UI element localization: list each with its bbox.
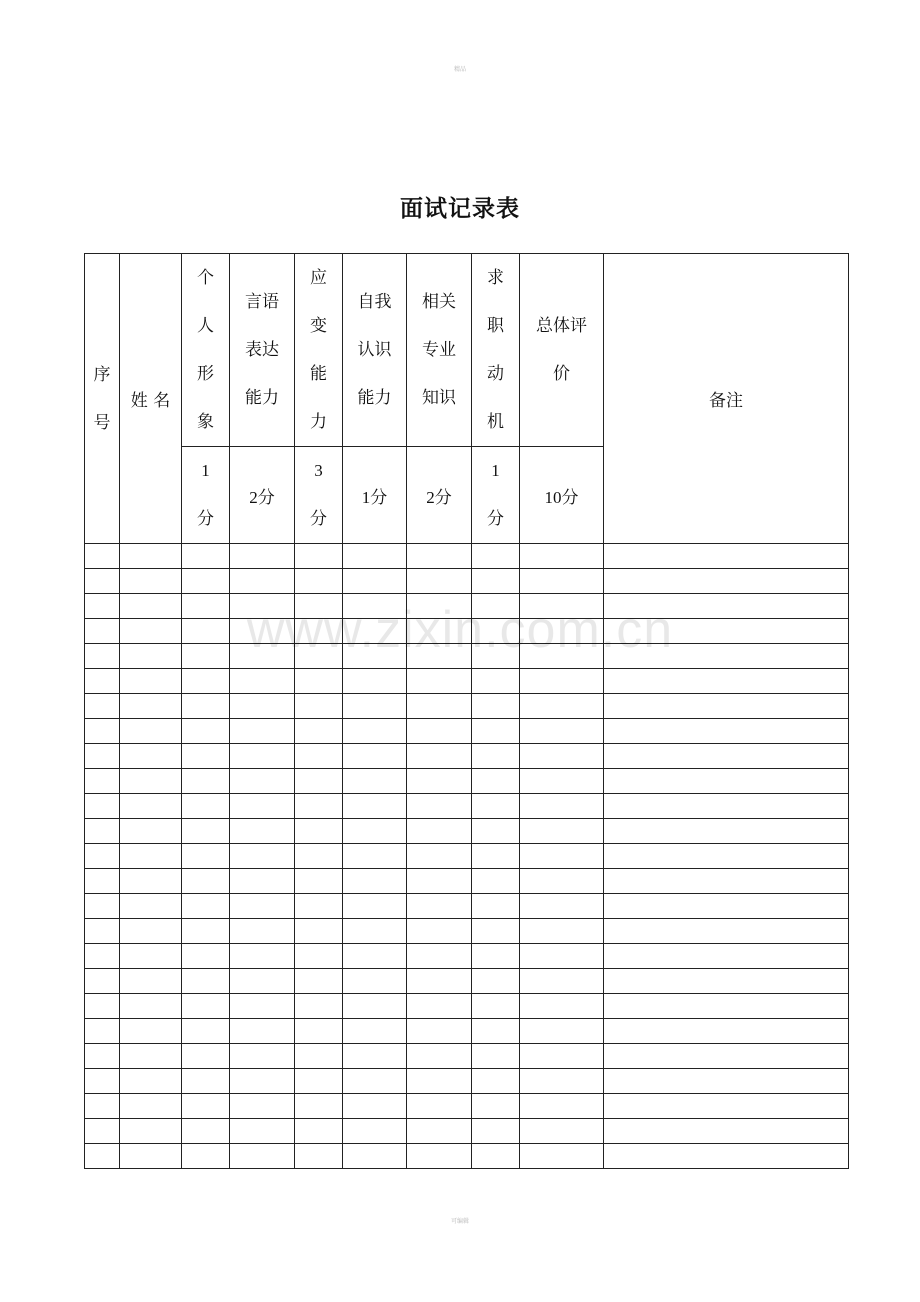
table-cell[interactable] (85, 594, 120, 619)
table-cell[interactable] (604, 819, 849, 844)
table-cell[interactable] (85, 769, 120, 794)
table-cell[interactable] (604, 919, 849, 944)
table-cell[interactable] (520, 544, 604, 569)
table-cell[interactable] (295, 769, 343, 794)
table-cell[interactable] (120, 744, 182, 769)
table-row (85, 1144, 849, 1169)
interview-record-table (84, 253, 849, 1169)
table-cell[interactable] (343, 694, 407, 719)
table-cell[interactable] (85, 1044, 120, 1069)
table-row (85, 869, 849, 894)
table-cell[interactable] (472, 819, 520, 844)
table-cell[interactable] (343, 894, 407, 919)
table-cell[interactable] (472, 569, 520, 594)
table-cell[interactable] (343, 619, 407, 644)
table-cell[interactable] (230, 669, 295, 694)
table-cell[interactable] (472, 1019, 520, 1044)
table-cell[interactable] (343, 1094, 407, 1119)
table-cell[interactable] (407, 944, 472, 969)
table-cell[interactable] (407, 719, 472, 744)
table-cell[interactable] (604, 694, 849, 719)
table-row (85, 1044, 849, 1069)
header-motivation: 求职动机 (472, 254, 520, 447)
table-cell[interactable] (182, 594, 230, 619)
header-self-awareness: 自我认识能力 (343, 254, 407, 447)
table-cell[interactable] (604, 669, 849, 694)
header-adaptability: 应变能力 (295, 254, 343, 447)
table-row (85, 719, 849, 744)
table-cell[interactable] (472, 844, 520, 869)
table-cell[interactable] (85, 994, 120, 1019)
table-cell[interactable] (85, 794, 120, 819)
table-cell[interactable] (295, 544, 343, 569)
table-cell[interactable] (182, 1094, 230, 1119)
table-cell[interactable] (520, 819, 604, 844)
table-cell[interactable] (295, 719, 343, 744)
table-row (85, 969, 849, 994)
table-cell[interactable] (295, 1119, 343, 1144)
table-cell[interactable] (604, 594, 849, 619)
table-cell[interactable] (120, 1069, 182, 1094)
table-row (85, 994, 849, 1019)
table-cell[interactable] (407, 844, 472, 869)
table-cell[interactable] (295, 1044, 343, 1069)
table-cell[interactable] (295, 594, 343, 619)
table-cell[interactable] (85, 919, 120, 944)
table-cell[interactable] (520, 1069, 604, 1094)
table-cell[interactable] (230, 794, 295, 819)
table-cell[interactable] (295, 894, 343, 919)
table-cell[interactable] (407, 569, 472, 594)
table-cell[interactable] (343, 769, 407, 794)
table-cell[interactable] (182, 1019, 230, 1044)
table-cell[interactable] (343, 969, 407, 994)
table-cell[interactable] (295, 1019, 343, 1044)
table-cell[interactable] (407, 669, 472, 694)
table-cell[interactable] (604, 644, 849, 669)
table-cell[interactable] (295, 869, 343, 894)
table-cell[interactable] (472, 1069, 520, 1094)
table-cell[interactable] (343, 944, 407, 969)
table-cell[interactable] (407, 594, 472, 619)
table-cell[interactable] (230, 869, 295, 894)
table-cell[interactable] (407, 869, 472, 894)
table-cell[interactable] (407, 1094, 472, 1119)
table-row (85, 819, 849, 844)
table-cell[interactable] (182, 794, 230, 819)
table-cell[interactable] (182, 744, 230, 769)
table-cell[interactable] (120, 644, 182, 669)
table-cell[interactable] (520, 1019, 604, 1044)
table-cell[interactable] (520, 719, 604, 744)
table-cell[interactable] (407, 894, 472, 919)
table-row (85, 894, 849, 919)
table-cell[interactable] (230, 694, 295, 719)
table-row (85, 944, 849, 969)
table-cell[interactable] (120, 1144, 182, 1169)
score-appearance: 1分 (182, 447, 230, 544)
table-cell[interactable] (120, 844, 182, 869)
table-cell[interactable] (182, 1119, 230, 1144)
table-cell[interactable] (604, 1144, 849, 1169)
table-cell[interactable] (472, 919, 520, 944)
table-cell[interactable] (295, 744, 343, 769)
table-cell[interactable] (230, 1069, 295, 1094)
table-cell[interactable] (343, 794, 407, 819)
table-cell[interactable] (407, 994, 472, 1019)
table-cell[interactable] (182, 894, 230, 919)
table-cell[interactable] (472, 694, 520, 719)
table-cell[interactable] (182, 1069, 230, 1094)
table-cell[interactable] (182, 719, 230, 744)
table-cell[interactable] (230, 769, 295, 794)
table-row (85, 1019, 849, 1044)
table-cell[interactable] (520, 644, 604, 669)
page-header-mark: 精品 (453, 66, 466, 73)
table-cell[interactable] (520, 569, 604, 594)
table-cell[interactable] (230, 744, 295, 769)
table-cell[interactable] (120, 1119, 182, 1144)
table-cell[interactable] (472, 1119, 520, 1144)
table-cell[interactable] (120, 719, 182, 744)
table-cell[interactable] (343, 719, 407, 744)
table-cell[interactable] (85, 1144, 120, 1169)
table-cell[interactable] (85, 644, 120, 669)
table-cell[interactable] (85, 944, 120, 969)
table-cell[interactable] (120, 969, 182, 994)
table-row (85, 569, 849, 594)
table-cell[interactable] (604, 1044, 849, 1069)
table-cell[interactable] (120, 694, 182, 719)
table-cell[interactable] (407, 819, 472, 844)
table-cell[interactable] (120, 619, 182, 644)
table-cell[interactable] (120, 569, 182, 594)
table-cell[interactable] (182, 1044, 230, 1069)
table-cell[interactable] (120, 1094, 182, 1119)
score-overall: 10分 (520, 447, 604, 544)
table-cell[interactable] (520, 919, 604, 944)
table-cell[interactable] (604, 994, 849, 1019)
table-cell[interactable] (182, 844, 230, 869)
table-cell[interactable] (182, 569, 230, 594)
table-cell[interactable] (230, 1044, 295, 1069)
table-cell[interactable] (230, 919, 295, 944)
table-cell[interactable] (407, 1119, 472, 1144)
table-cell[interactable] (85, 844, 120, 869)
table-cell[interactable] (343, 544, 407, 569)
table-cell[interactable] (604, 569, 849, 594)
table-cell[interactable] (520, 669, 604, 694)
table-cell[interactable] (343, 994, 407, 1019)
table-cell[interactable] (295, 819, 343, 844)
table-cell[interactable] (520, 944, 604, 969)
table-cell[interactable] (230, 819, 295, 844)
table-cell[interactable] (604, 1119, 849, 1144)
table-cell[interactable] (182, 1144, 230, 1169)
table-cell[interactable] (604, 1069, 849, 1094)
table-cell[interactable] (407, 619, 472, 644)
table-row (85, 1069, 849, 1094)
header-name: 姓 名 (120, 254, 182, 544)
table-cell[interactable] (343, 569, 407, 594)
table-row (85, 544, 849, 569)
table-cell[interactable] (85, 1069, 120, 1094)
table-cell[interactable] (85, 694, 120, 719)
table-cell[interactable] (472, 1044, 520, 1069)
table-cell[interactable] (230, 969, 295, 994)
table-row (85, 619, 849, 644)
table-cell[interactable] (407, 1069, 472, 1094)
table-cell[interactable] (343, 1119, 407, 1144)
table-row (85, 594, 849, 619)
header-remarks: 备注 (604, 254, 849, 544)
table-cell[interactable] (520, 769, 604, 794)
table-cell[interactable] (472, 894, 520, 919)
table-cell[interactable] (182, 969, 230, 994)
table-cell[interactable] (407, 644, 472, 669)
table-cell[interactable] (182, 669, 230, 694)
table-cell[interactable] (230, 619, 295, 644)
table-cell[interactable] (343, 644, 407, 669)
table-cell[interactable] (520, 744, 604, 769)
table-cell[interactable] (604, 944, 849, 969)
table-cell[interactable] (85, 1019, 120, 1044)
table-cell[interactable] (520, 619, 604, 644)
table-cell[interactable] (472, 719, 520, 744)
table-cell[interactable] (520, 869, 604, 894)
table-cell[interactable] (85, 869, 120, 894)
table-cell[interactable] (520, 1119, 604, 1144)
table-cell[interactable] (407, 744, 472, 769)
table-cell[interactable] (472, 794, 520, 819)
table-cell[interactable] (120, 544, 182, 569)
table-cell[interactable] (295, 1144, 343, 1169)
table-cell[interactable] (343, 819, 407, 844)
table-cell[interactable] (85, 669, 120, 694)
table-cell[interactable] (230, 944, 295, 969)
table-cell[interactable] (295, 969, 343, 994)
table-cell[interactable] (85, 1119, 120, 1144)
table-cell[interactable] (343, 594, 407, 619)
table-cell[interactable] (604, 619, 849, 644)
table-row (85, 769, 849, 794)
table-cell[interactable] (230, 844, 295, 869)
table-cell[interactable] (520, 594, 604, 619)
table-cell[interactable] (85, 894, 120, 919)
table-cell[interactable] (182, 644, 230, 669)
table-cell[interactable] (472, 594, 520, 619)
score-knowledge: 2分 (407, 447, 472, 544)
table-cell[interactable] (604, 719, 849, 744)
table-cell[interactable] (230, 594, 295, 619)
table-cell[interactable] (295, 644, 343, 669)
table-cell[interactable] (407, 794, 472, 819)
table-cell[interactable] (295, 694, 343, 719)
table-cell[interactable] (120, 869, 182, 894)
table-cell[interactable] (520, 694, 604, 719)
table-cell[interactable] (604, 1019, 849, 1044)
header-seq: 序号 (85, 254, 120, 544)
table-cell[interactable] (520, 1144, 604, 1169)
table-cell[interactable] (472, 969, 520, 994)
header-overall: 总体评价 (520, 254, 604, 447)
page-footer-mark: 可编辑 (450, 1218, 469, 1225)
table-cell[interactable] (230, 994, 295, 1019)
table-cell[interactable] (120, 994, 182, 1019)
watermark: www.zixin.com.cn (246, 601, 674, 659)
table-cell[interactable] (295, 919, 343, 944)
table-cell[interactable] (182, 869, 230, 894)
table-cell[interactable] (230, 544, 295, 569)
table-cell[interactable] (230, 1019, 295, 1044)
table-cell[interactable] (472, 994, 520, 1019)
table-row (85, 1094, 849, 1119)
table-cell[interactable] (472, 944, 520, 969)
table-cell[interactable] (120, 1019, 182, 1044)
document-title: 面试记录表 (400, 196, 520, 222)
table-cell[interactable] (604, 744, 849, 769)
table-cell[interactable] (295, 944, 343, 969)
table-cell[interactable] (407, 1019, 472, 1044)
table-cell[interactable] (182, 944, 230, 969)
table-cell[interactable] (472, 669, 520, 694)
table-cell[interactable] (230, 1119, 295, 1144)
table-cell[interactable] (120, 919, 182, 944)
table-cell[interactable] (120, 944, 182, 969)
table-cell[interactable] (407, 544, 472, 569)
table-cell[interactable] (85, 569, 120, 594)
table-cell[interactable] (472, 544, 520, 569)
table-row (85, 844, 849, 869)
table-row (85, 669, 849, 694)
table-cell[interactable] (520, 1094, 604, 1119)
table-cell[interactable] (182, 819, 230, 844)
table-cell[interactable] (85, 544, 120, 569)
score-self-awareness: 1分 (343, 447, 407, 544)
table-cell[interactable] (343, 844, 407, 869)
table-cell[interactable] (472, 619, 520, 644)
table-cell[interactable] (520, 794, 604, 819)
table-cell[interactable] (407, 919, 472, 944)
table-cell[interactable] (182, 919, 230, 944)
table-cell[interactable] (520, 894, 604, 919)
table-cell[interactable] (472, 744, 520, 769)
header-knowledge: 相关专业知识 (407, 254, 472, 447)
table-cell[interactable] (120, 594, 182, 619)
table-cell[interactable] (230, 1094, 295, 1119)
table-cell[interactable] (520, 994, 604, 1019)
table-cell[interactable] (472, 1144, 520, 1169)
table-cell[interactable] (230, 1144, 295, 1169)
table-cell[interactable] (343, 669, 407, 694)
table-cell[interactable] (520, 1044, 604, 1069)
table-cell[interactable] (295, 794, 343, 819)
table-cell[interactable] (472, 644, 520, 669)
table-cell[interactable] (604, 894, 849, 919)
table-cell[interactable] (407, 1044, 472, 1069)
table-cell[interactable] (120, 894, 182, 919)
table-cell[interactable] (343, 869, 407, 894)
table-cell[interactable] (343, 1144, 407, 1169)
table-cell[interactable] (230, 894, 295, 919)
table-cell[interactable] (343, 1069, 407, 1094)
header-row (85, 254, 849, 447)
table-cell[interactable] (295, 1094, 343, 1119)
table-cell[interactable] (472, 769, 520, 794)
header-expression: 言语表达能力 (230, 254, 295, 447)
table-cell[interactable] (343, 1019, 407, 1044)
table-cell[interactable] (472, 869, 520, 894)
table-row (85, 1119, 849, 1144)
table-cell[interactable] (604, 969, 849, 994)
table-cell[interactable] (407, 969, 472, 994)
table-cell[interactable] (295, 569, 343, 594)
score-expression: 2分 (230, 447, 295, 544)
table-cell[interactable] (85, 819, 120, 844)
table-row (85, 919, 849, 944)
table-cell[interactable] (407, 694, 472, 719)
table-cell[interactable] (85, 719, 120, 744)
table-cell[interactable] (230, 569, 295, 594)
table-cell[interactable] (85, 619, 120, 644)
table-cell[interactable] (343, 1044, 407, 1069)
table-cell[interactable] (295, 994, 343, 1019)
table-cell[interactable] (295, 669, 343, 694)
score-motivation: 1分 (472, 447, 520, 544)
table-cell[interactable] (604, 544, 849, 569)
table-row (85, 744, 849, 769)
table-row (85, 694, 849, 719)
table-cell[interactable] (182, 694, 230, 719)
table-cell[interactable] (182, 994, 230, 1019)
table-cell[interactable] (120, 794, 182, 819)
table-cell[interactable] (230, 644, 295, 669)
table-cell[interactable] (85, 1094, 120, 1119)
header-appearance: 个人形象 (182, 254, 230, 447)
table-cell[interactable] (120, 1044, 182, 1069)
table-cell[interactable] (230, 719, 295, 744)
table-cell[interactable] (343, 744, 407, 769)
table-cell[interactable] (85, 969, 120, 994)
table-cell[interactable] (120, 819, 182, 844)
table-cell[interactable] (604, 794, 849, 819)
table-cell[interactable] (182, 769, 230, 794)
table-cell[interactable] (520, 969, 604, 994)
table-cell[interactable] (85, 744, 120, 769)
table-row (85, 644, 849, 669)
table-cell[interactable] (295, 1069, 343, 1094)
table-row (85, 794, 849, 819)
table-cell[interactable] (407, 1144, 472, 1169)
table-cell[interactable] (472, 1094, 520, 1119)
table-cell[interactable] (604, 844, 849, 869)
table-cell[interactable] (604, 769, 849, 794)
table-cell[interactable] (407, 769, 472, 794)
table-cell[interactable] (182, 544, 230, 569)
table-cell[interactable] (343, 919, 407, 944)
table-cell[interactable] (120, 769, 182, 794)
table-cell[interactable] (295, 619, 343, 644)
table-cell[interactable] (520, 844, 604, 869)
table-cell[interactable] (295, 844, 343, 869)
table-cell[interactable] (604, 1094, 849, 1119)
table-cell[interactable] (604, 869, 849, 894)
table-cell[interactable] (120, 669, 182, 694)
score-adaptability: 3分 (295, 447, 343, 544)
table-cell[interactable] (182, 619, 230, 644)
